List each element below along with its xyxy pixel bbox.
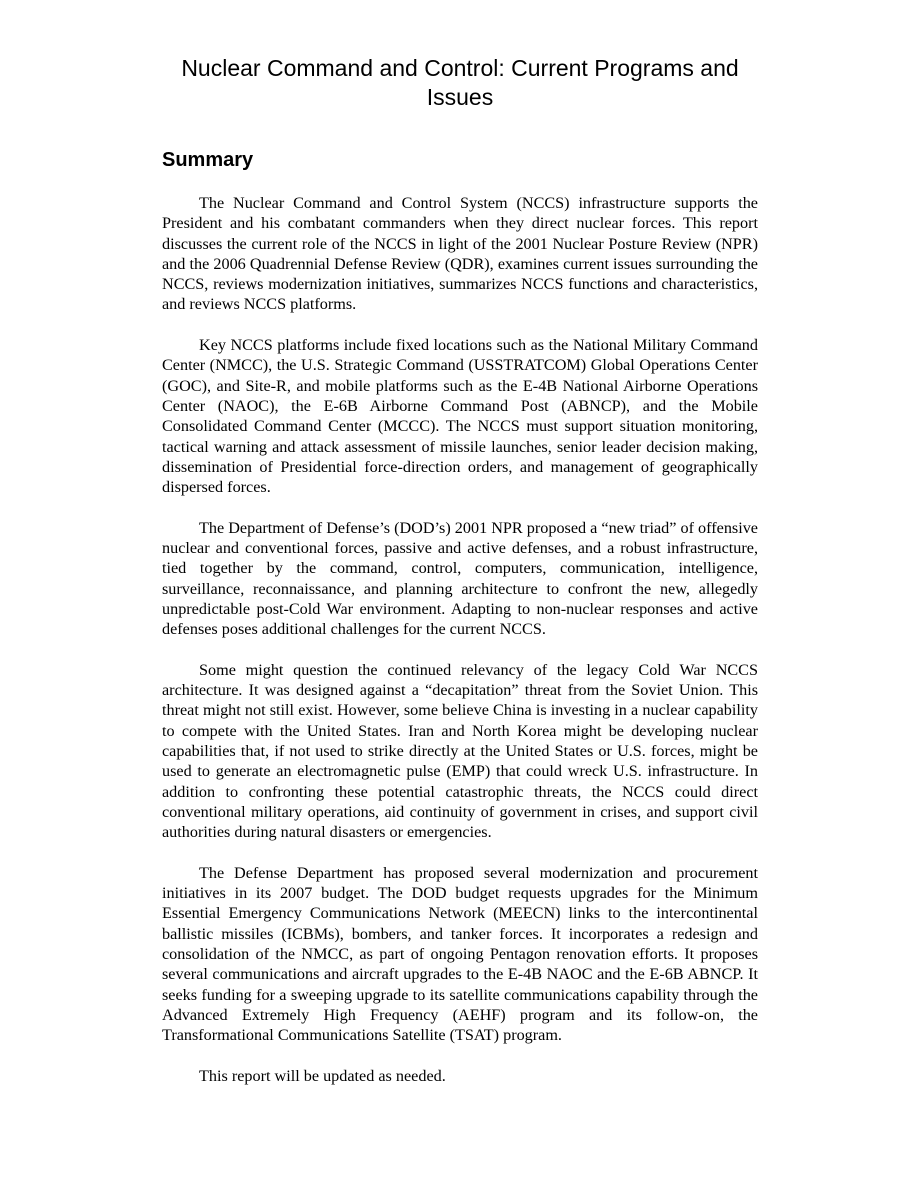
paragraph: The Nuclear Command and Control System (NCCS) infrastructure supports the President and his combatant commanders when they direct nuclear forces. This report discusses the current role of the NCCS in light of the 2001 Nuclear Posture Review (NPR) and the 2006 Quadrennial Defense Review (QDR), examines current issues surrounding the NCCS, reviews modernization initiatives, summarizes NCCS functions and characteristics, and reviews NCCS platforms.: [162, 194, 758, 314]
paragraph: This report will be updated as needed.: [199, 1066, 446, 1085]
paragraph: Some might question the continued relevancy of the legacy Cold War NCCS architecture. It was designed against a “decapitation” threat from the Soviet Union. This threat might not still exist. However, some believe China is investing in a nuclear capability to compete with the United States. Iran and North Korea might be developing nuclear capabilities that, if not used to strike directly at the United States or U.S. forces, might be used to generate an electromagnetic pulse (EMP) that could wreck U.S. infrastructure. In addition to confronting these potential catastrophic threats, the NCCS could direct conventional military operations, aid continuity of government in crises, and support civil authorities during natural disasters or emergencies.: [162, 660, 758, 842]
paragraph: Key NCCS platforms include fixed locations such as the National Military Command Center (NMCC), the U.S. Strategic Command (USSTRATCOM) Global Operations Center (GOC), and Site-R, and mobile platforms such as the E-4B National Airborne Operations Center (NAOC), the E-6B Airborne Command Post (ABNCP), and the Mobile Consolidated Command Center (MCCC). The NCCS must support situation monitoring, tactical warning and attack assessment of missile launches, senior leader decision making, dissemination of Presidential force-direction orders, and management of geographically dispersed forces.: [162, 336, 758, 497]
document-title: Nuclear Command and Control: Current Programs and Issues: [181, 55, 739, 110]
paragraph: The Department of Defense’s (DOD’s) 2001 NPR proposed a “new triad” of offensive nuclear and conventional forces, passive and active defenses, and a robust infrastructure, tied together by the command, control, computers, communication, intelligence, surveillance, reconnaissance, and planning architecture to confront the new, allegedly unpredictable post-Cold War environment. Adapting to non-nuclear responses and active defenses poses additional challenges for the current NCCS.: [162, 518, 758, 639]
section-heading-summary: Summary: [162, 149, 254, 171]
summary-body: [162, 193, 758, 1086]
document-page: [162, 54, 758, 1085]
paragraph: The Defense Department has proposed several modernization and procurement initiatives in its 2007 budget. The DOD budget requests upgrades for the Minimum Essential Emergency Communications Network (MEECN) links to the intercontinental ballistic missiles (ICBMs), bombers, and tanker forces. It incorporates a redesign and consolidation of the NMCC, as part of ongoing Pentagon renovation efforts. It proposes several communications and aircraft upgrades to the E-4B NAOC and the E-6B ABNCP. It seeks funding for a sweeping upgrade to its satellite communications capability through the Advanced Extremely High Frequency (AEHF) program and its follow-on, the Transformational Communications Satellite (TSAT) program.: [162, 863, 758, 1045]
